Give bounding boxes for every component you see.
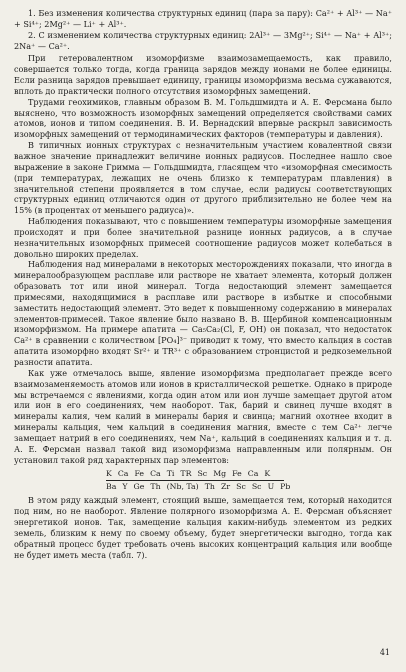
series-upper-element: K — [106, 469, 112, 479]
page-number: 41 — [379, 648, 390, 657]
paragraph-polar-isomorphism: Как уже отмечалось выше, явление изоморфизма предполагает прежде всего взаимозаменяемость атомов или ионов в кристаллической решетке. Однако в природе мы встречаемся с явлениями, когда один атом или ион лучше замещает другой атом или ион в его соединениях, чем наоборот. Так, барий и свинец лучше входят в минералы калия, чем калий в минералы бария и свинца; магний охотнее входит в минералы кальция, чем кальций в соединения магния, вместе с тем Ca²⁺ легче замещает натрий в его соединениях, чем Na⁺, кальций в соединениях кальция и т. д. А. Е. Ферсман назвал такой вид изоморфизма направленным или полярным. Он установил такой ряд характерных пар элементов: — [14, 367, 392, 465]
element-pair-series — [14, 469, 392, 492]
series-upper-element: Mg — [213, 469, 227, 479]
series-lower-element: U — [267, 482, 275, 492]
series-upper-element: Ca — [150, 469, 161, 479]
series-divider — [106, 480, 284, 481]
paragraph-compensation: Наблюдения над минералами в некоторых месторождениях показали, что иногда в минералообразующем расплаве или растворе не хватает элемента, который должен образовать тот или иной минерал. Тогда недостающий элемент замещается примесями, находящимися в расплаве или растворе в избытке и способными заместить недостающий элемент. Это ведет к повышенному содержанию в минералах элементов-примесей. Такое явление было названо В. В. Щербиной компенсационным изоморфизмом. На примере апатита — Ca₅Ca₂(Cl, F, OH) он показал, что недостаток Ca²⁺ в сравнении с количеством [PO₄]³⁻ приводит к тому, что вместо кальция в состав апатита изоморфно входят Sr²⁺ и TR³⁺ с образованием стронцистой и редкоземельной разности апатита. — [14, 259, 392, 367]
paragraph-with-change: 2. С изменением количества структурных единиц: 2Al³⁺ — 3Mg²⁺; Si⁴⁺ — Na⁺ + Al³⁺; 2Na⁺ — Ca²⁺. — [14, 29, 392, 51]
series-lower-element: Th — [204, 482, 215, 492]
series-lower-element: (Nb, Ta) — [166, 482, 199, 492]
series-upper-row — [106, 469, 392, 479]
paragraph-fersman-energetics: В этом ряду каждый элемент, стоящий выше, замещается тем, который находится под ним, но не наоборот. Явление полярного изоморфизма А. Е. Ферсман объясняет энергетикой ионов. Так, замещение кальция каким-нибудь элементом из редких земель, близким к нему по своему объему, будет энергетически выгодно, тогда как обратный процесс будет требовать очень высоких концентраций кальция или вообще не будет иметь места (табл. 7). — [14, 495, 392, 560]
paragraph-heterovalent: При гетеровалентном изоморфизме взаимозамещаемость, как правило, совершается только тогда, когда граница зарядов между ионами не более единицы. Если разница зарядов превышает единицу, границы изоморфизма весьма сужаваются, вплоть до практически полного отсутствия изоморфных замещений. — [14, 53, 392, 96]
series-lower-element: Ba — [106, 482, 117, 492]
series-upper-element: TR — [180, 469, 192, 479]
series-lower-row — [106, 482, 392, 492]
series-lower-element: Sc — [236, 482, 246, 492]
series-upper-element: Fe — [232, 469, 242, 479]
paragraph-temperature: Наблюдения показывают, что с повышением температуры изоморфные замещения происходят и при более значительной разнице ионных радиусов, а в случае незначительных изоморфных примесей соотношение радиусов может колебаться в довольно широких пределах. — [14, 216, 392, 259]
paragraph-no-change: 1. Без изменения количества структурных единиц (пара за пару): Ca²⁺ + Al³⁺ — Na⁺ + Si⁴⁺; 2Mg²⁺ — Li⁺ + Al³⁺. — [14, 8, 392, 29]
paragraph-ionic-radii: В типичных ионных структурах с незначительным участием ковалентной связи важное значение принадлежит величине ионных радиусов. Последнее нашло свое выражение в законе Гримма — Гольдшмидта, гласящем что «изоморфная смесимость (при температурах, лежащих не очень близко к температурам плавления) в значительной степени проявляется в том случае, если радиусы соответствующих структурных единиц отличаются один от другого приблизительно не более чем на 15% (в процентах от меньшего радиуса)». — [14, 140, 392, 216]
series-lower-element: Pb — [280, 482, 291, 492]
paragraph-geochemists: Трудами геохимиков, главным образом В. М. Гольдшмидта и А. Е. Ферсмана было выяснено, что возможность изоморфных замещений определяется свойствами самих атомов, ионов и типом соединения. В. И. Вернадский впервые раскрыл зависимость изоморфных замещений от термодинамических факторов (температуры и давления). — [14, 96, 392, 140]
series-upper-element: Ca — [247, 469, 259, 479]
series-lower-element: Ge — [133, 482, 145, 492]
series-lower-element: Sc — [251, 482, 262, 492]
series-upper-element: Fe — [134, 469, 145, 479]
series-upper-element: Ti — [166, 469, 175, 479]
series-lower-element: Y — [122, 482, 128, 492]
series-upper-element: Sc — [197, 469, 208, 479]
series-lower-element: Zr — [220, 482, 231, 492]
series-upper-element: Ca — [117, 469, 129, 479]
series-lower-element: Th — [150, 482, 161, 492]
series-upper-element: K — [264, 469, 271, 479]
